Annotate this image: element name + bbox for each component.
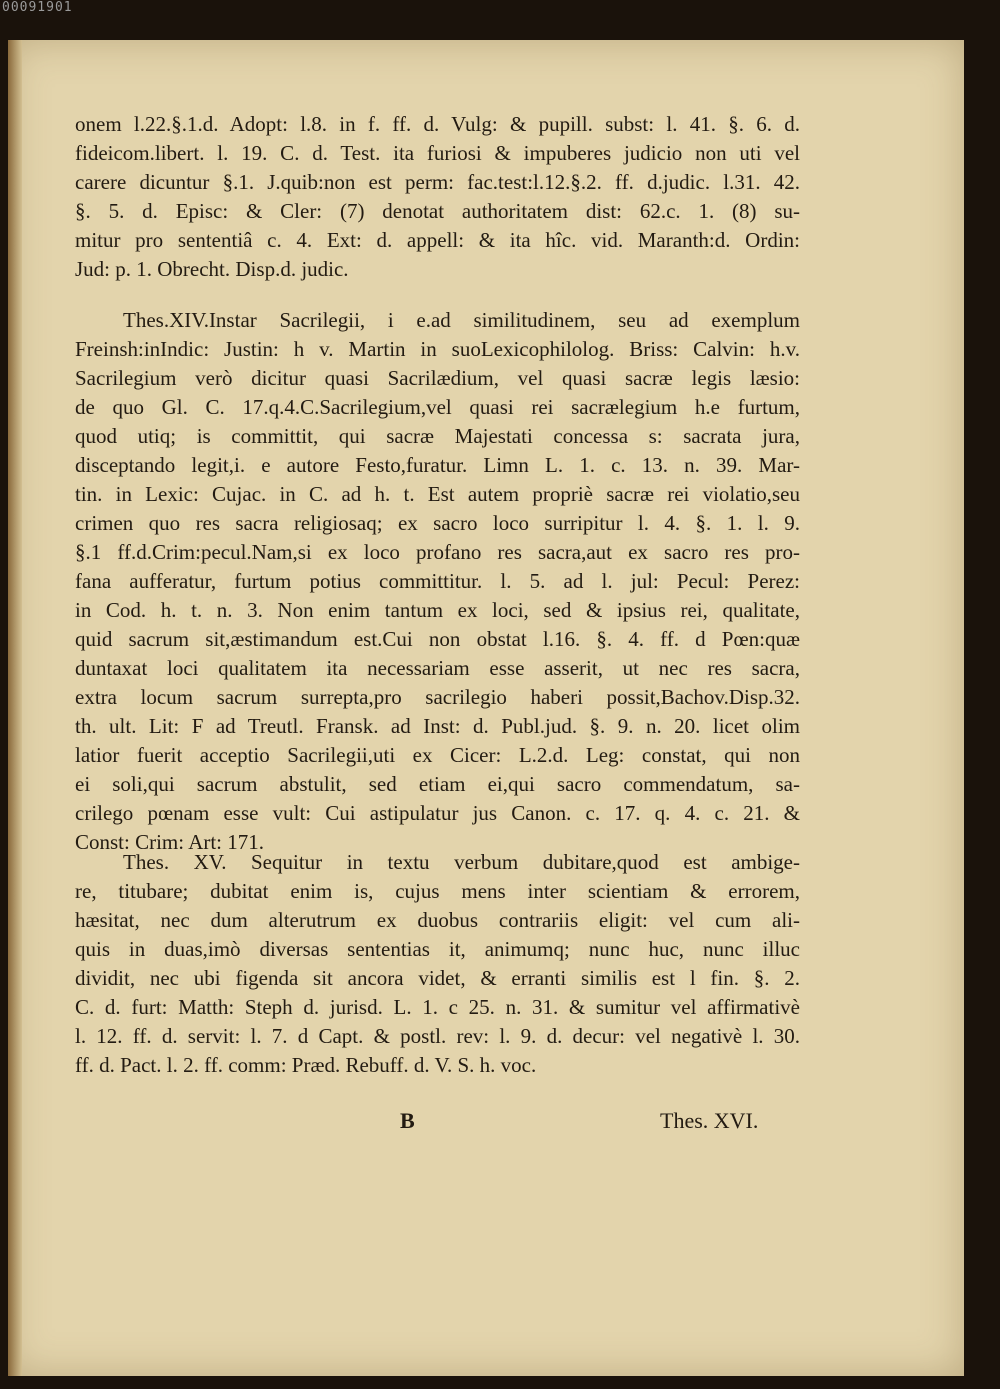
catchword: Thes. XVI.: [660, 1108, 759, 1133]
scan-id-label: 00091901: [2, 0, 73, 15]
text-line: Jud: p. 1. Obrecht. Disp.d. judic.: [75, 257, 349, 281]
text-line: disceptando legit,i. e autore Festo,furatur. Limn L. 1. c. 13. n. 39. Mar-: [75, 453, 800, 477]
text-line: latior fuerit acceptio Sacrilegii,uti ex Cicer: L.2.d. Leg: constat, qui non: [75, 743, 800, 767]
text-line: quid sacrum sit,æstimandum est.Cui non obstat l.16. §. 4. ff. d Pœn:quæ: [75, 627, 800, 651]
text-line: ff. d. Pact. l. 2. ff. comm: Præd. Rebuff. d. V. S. h. voc.: [75, 1053, 537, 1077]
paragraph-continuation: [75, 110, 800, 284]
text-line: ei soli,qui sacrum abstulit, sed etiam ei,qui sacro commendatum, sa-: [75, 772, 800, 796]
text-line: de quo Gl. C. 17.q.4.C.Sacrilegium,vel quasi rei sacrælegium h.e furtum,: [75, 395, 800, 419]
page-gutter: [8, 40, 22, 1376]
text-line: crimen quo res sacra religiosaq; ex sacro loco surripitur l. 4. §. 1. l. 9.: [75, 511, 800, 535]
text-line: §.1 ff.d.Crim:pecul.Nam,si ex loco profano res sacra,aut ex sacro res pro-: [75, 540, 800, 564]
text-line: fana aufferatur, furtum potius committitur. l. 5. ad l. jul: Pecul: Perez:: [75, 569, 800, 593]
text-line: th. ult. Lit: F ad Treutl. Fransk. ad Inst: d. Publ.jud. §. 9. n. 20. licet olim: [75, 714, 800, 738]
text-line: Thes. XV. Sequitur in textu verbum dubitare,quod est ambige-: [123, 850, 800, 874]
text-line: dividit, nec ubi figenda sit ancora videt, & erranti similis est l fin. §. 2.: [75, 966, 800, 990]
paragraph-thesis-xiv: [75, 306, 800, 857]
text-line: onem l.22.§.1.d. Adopt: l.8. in f. ff. d. Vulg: & pupill. subst: l. 41. §. 6. d.: [75, 112, 800, 136]
text-line: crilego pœnam esse vult: Cui astipulatur jus Canon. c. 17. q. 4. c. 21. &: [75, 801, 800, 825]
text-line: Const: Crim: Art: 171.: [75, 830, 265, 854]
text-line: extra locum sacrum surrepta,pro sacrilegio haberi possit,Bachov.Disp.32.: [75, 685, 800, 709]
text-line: duntaxat loci qualitatem ita necessariam esse asserit, ut nec res sacra,: [75, 656, 800, 680]
text-line: re, titubare; dubitat enim is, cujus mens inter scientiam & errorem,: [75, 879, 800, 903]
paragraph-thesis-xv: [75, 848, 800, 1080]
signature-mark: B: [400, 1108, 415, 1133]
text-line: §. 5. d. Episc: & Cler: (7) denotat authoritatem dist: 62.c. 1. (8) su-: [75, 199, 800, 223]
text-line: fideicom.libert. l. 19. C. d. Test. ita furiosi & impuberes judicio non uti vel: [75, 141, 800, 165]
text-line: tin. in Lexic: Cujac. in C. ad h. t. Est autem propriè sacræ rei violatio,seu: [75, 482, 800, 506]
text-line: hæsitat, nec dum alterutrum ex duobus contrariis eligit: vel cum ali-: [75, 908, 800, 932]
text-line: carere dicuntur §.1. J.quib:non est perm: fac.test:l.12.§.2. ff. d.judic. l.31. 42.: [75, 170, 800, 194]
text-line: mitur pro sententiâ c. 4. Ext: d. appell: & ita hîc. vid. Maranth:d. Ordin:: [75, 228, 800, 252]
text-line: C. d. furt: Matth: Steph d. jurisd. L. 1. c 25. n. 31. & sumitur vel affirmativè: [75, 995, 800, 1019]
text-line: quod utiq; is committit, qui sacræ Majestati concessa s: sacrata jura,: [75, 424, 800, 448]
text-line: Freinsh:inIndic: Justin: h v. Martin in suoLexicophilolog. Briss: Calvin: h.v.: [75, 337, 800, 361]
text-line: l. 12. ff. d. servit: l. 7. d Capt. & postl. rev: l. 9. d. decur: vel negativè l. 30.: [75, 1024, 800, 1048]
text-line: in Cod. h. t. n. 3. Non enim tantum ex loci, sed & ipsius rei, qualitate,: [75, 598, 800, 622]
text-line: Thes.XIV.Instar Sacrilegii, i e.ad similitudinem, seu ad exemplum: [123, 308, 800, 332]
text-line: Sacrilegium verò dicitur quasi Sacrilædium, vel quasi sacræ legis læsio:: [75, 366, 800, 390]
text-line: quis in duas,imò diversas sententias it, animumq; nunc huc, nunc illuc: [75, 937, 800, 961]
